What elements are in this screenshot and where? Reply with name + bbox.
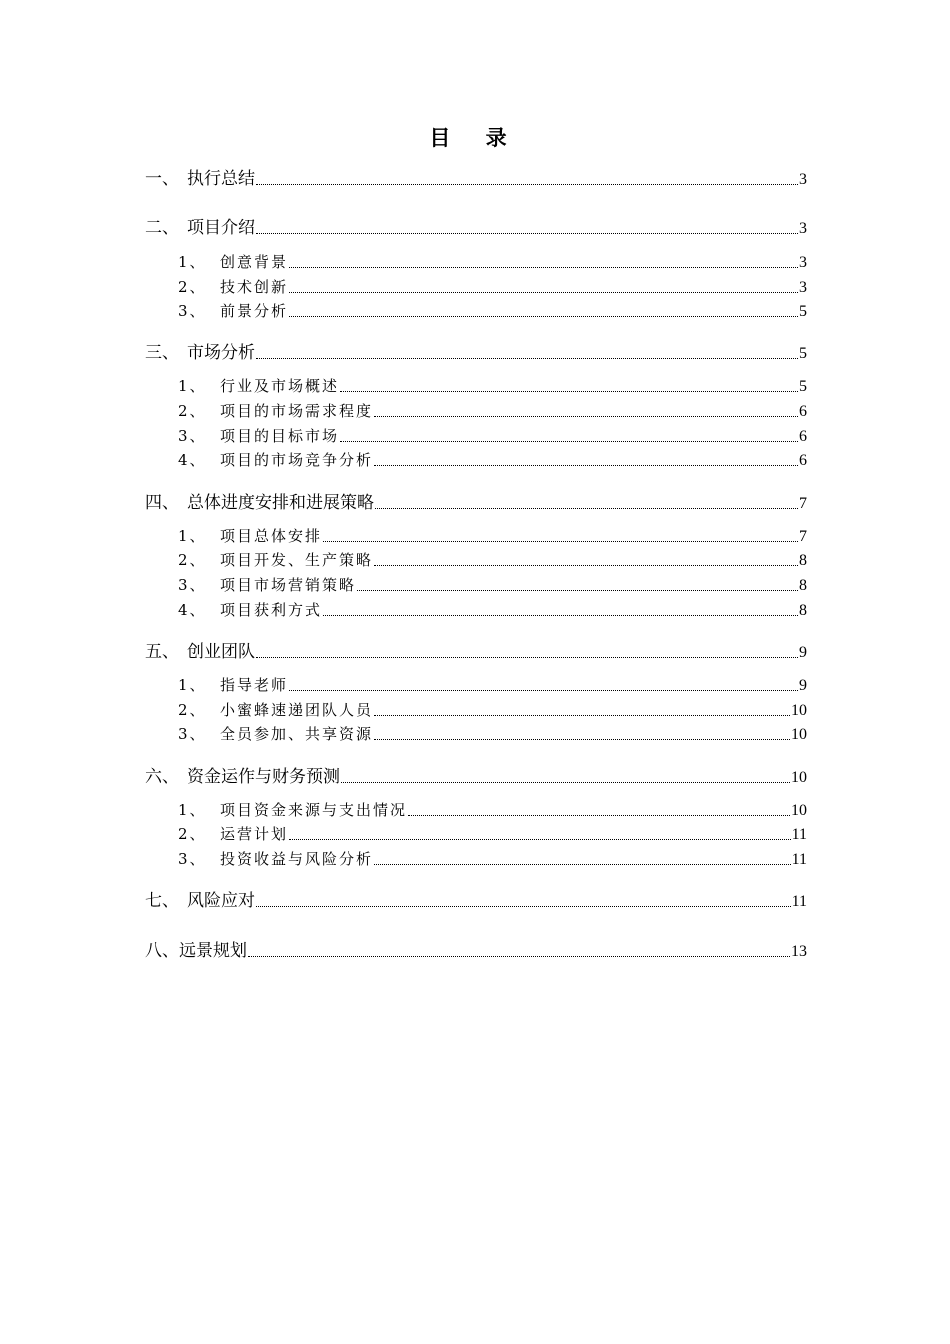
- toc-entry-page: 10: [791, 726, 807, 743]
- toc-entry[interactable]: [178, 425, 807, 446]
- toc-entry[interactable]: [178, 400, 807, 421]
- toc-entry[interactable]: [178, 251, 807, 272]
- toc-entry-page: 9: [799, 677, 807, 694]
- toc-entry-page: 10: [791, 802, 807, 819]
- toc-entry-label: 项目的目标市场: [220, 427, 340, 445]
- toc-entry-label: 投资收益与风险分析: [220, 850, 374, 868]
- toc-entry-number: 4、: [178, 601, 207, 619]
- dot-leader: [374, 738, 790, 740]
- dot-leader: [340, 390, 798, 392]
- toc-entry-number: 八、: [145, 941, 179, 961]
- toc-entry-number: 1、: [178, 801, 207, 819]
- toc-entry-number: 3、: [178, 850, 207, 868]
- toc-entry-page: 7: [799, 528, 807, 545]
- toc-entry-label: 行业及市场概述: [220, 377, 340, 395]
- toc-entry-label: 技术创新: [220, 278, 289, 296]
- toc-title: 目 录: [429, 126, 521, 150]
- toc-entry-label: 全员参加、共享资源: [220, 725, 374, 743]
- toc-entry-page: 10: [791, 702, 807, 719]
- toc-entry-label: 项目资金来源与支出情况: [220, 801, 408, 819]
- toc-entry-label: 执行总结: [187, 169, 255, 189]
- dot-leader: [289, 838, 791, 840]
- toc-entry-page: 8: [799, 602, 807, 619]
- dot-leader: [357, 589, 798, 591]
- toc-entry-number: 二、: [145, 218, 179, 238]
- toc-entry[interactable]: [145, 164, 807, 189]
- toc-entry-page: 11: [791, 851, 807, 868]
- toc-entry-page: 3: [799, 254, 807, 271]
- toc-entry-page: 6: [799, 428, 807, 445]
- toc-entry-number: 2、: [178, 701, 207, 719]
- toc-entry[interactable]: [178, 799, 807, 820]
- dot-leader: [408, 814, 790, 816]
- toc-entry-number: 1、: [178, 377, 207, 395]
- toc-entry-number: 一、: [145, 169, 179, 189]
- dot-leader: [289, 291, 798, 293]
- toc-entry-page: 6: [799, 403, 807, 420]
- toc-entry-number: 3、: [178, 576, 207, 594]
- toc-entry-number: 2、: [178, 278, 207, 296]
- toc-entry-number: 3、: [178, 427, 207, 445]
- toc-entry-page: 11: [791, 893, 807, 910]
- toc-entry-number: 五、: [145, 642, 179, 662]
- toc-entry-label: 项目开发、生产策略: [220, 551, 374, 569]
- dot-leader: [256, 905, 791, 907]
- toc-entry[interactable]: [145, 338, 807, 363]
- toc-entry-label: 市场分析: [187, 343, 255, 363]
- toc-entry-label: 项目总体安排: [220, 527, 323, 545]
- toc-entry[interactable]: [178, 574, 807, 595]
- toc-entry-label: 项目的市场需求程度: [220, 402, 374, 420]
- toc-entry-number: 1、: [178, 527, 207, 545]
- toc-entry[interactable]: [178, 674, 807, 695]
- dot-leader: [374, 415, 798, 417]
- dot-leader: [289, 315, 798, 317]
- toc-entry-page: 3: [799, 220, 807, 237]
- toc-entry-page: 5: [799, 378, 807, 395]
- dot-leader: [341, 781, 790, 783]
- toc-entry-number: 七、: [145, 891, 179, 911]
- toc-entry-page: 3: [799, 171, 807, 188]
- toc-entry[interactable]: [178, 525, 807, 546]
- dot-leader: [289, 266, 798, 268]
- toc-entry[interactable]: [178, 276, 807, 297]
- toc-entry-number: 2、: [178, 551, 207, 569]
- toc-entry-label: 创意背景: [220, 253, 289, 271]
- toc-entry[interactable]: [145, 213, 807, 238]
- toc-entry-page: 13: [791, 943, 807, 960]
- toc-entry[interactable]: [145, 637, 807, 662]
- dot-leader: [374, 863, 791, 865]
- toc-entry-page: 10: [791, 769, 807, 786]
- toc-entry-number: 4、: [178, 451, 207, 469]
- dot-leader: [375, 507, 798, 509]
- toc-entry[interactable]: [178, 699, 807, 720]
- toc-entry[interactable]: [178, 449, 807, 470]
- toc-entry-number: 3、: [178, 302, 207, 320]
- toc-entry-page: 7: [799, 495, 807, 512]
- toc-entry[interactable]: [178, 300, 807, 321]
- toc-entry-number: 六、: [145, 767, 179, 787]
- toc-entry[interactable]: [145, 936, 807, 961]
- toc-entry[interactable]: [178, 823, 807, 844]
- dot-leader: [323, 540, 798, 542]
- toc-entry-page: 3: [799, 279, 807, 296]
- toc-entry[interactable]: [178, 723, 807, 744]
- dot-leader: [289, 689, 798, 691]
- dot-leader: [374, 464, 798, 466]
- toc-entry[interactable]: [178, 599, 807, 620]
- toc-entry-number: 四、: [145, 493, 179, 513]
- toc-entry-number: 2、: [178, 402, 207, 420]
- toc-entry-label: 运营计划: [220, 825, 289, 843]
- toc-entry-page: 8: [799, 577, 807, 594]
- dot-leader: [256, 357, 798, 359]
- toc-entry-number: 1、: [178, 676, 207, 694]
- toc-entry-label: 创业团队: [187, 642, 255, 662]
- toc-entry-label: 风险应对: [187, 891, 255, 911]
- toc-entry-label: 小蜜蜂速递团队人员: [220, 701, 374, 719]
- toc-entry-page: 5: [799, 303, 807, 320]
- toc-entry-label: 指导老师: [220, 676, 289, 694]
- dot-leader: [256, 656, 798, 658]
- toc-entry-number: 3、: [178, 725, 207, 743]
- dot-leader: [323, 614, 798, 616]
- toc-entry-label: 总体进度安排和进展策略: [187, 493, 374, 513]
- toc-entry-page: 8: [799, 552, 807, 569]
- toc-entry-label: 项目获利方式: [220, 601, 323, 619]
- toc-entry-page: 9: [799, 644, 807, 661]
- dot-leader: [256, 183, 798, 185]
- toc-entry-number: 2、: [178, 825, 207, 843]
- toc-entry-label: 前景分析: [220, 302, 289, 320]
- toc-entry[interactable]: [178, 549, 807, 570]
- toc-entry[interactable]: [145, 488, 807, 513]
- toc-entry[interactable]: [145, 886, 807, 911]
- toc-entry[interactable]: [178, 375, 807, 396]
- dot-leader: [340, 440, 798, 442]
- dot-leader: [374, 564, 798, 566]
- toc-entry-label: 项目市场营销策略: [220, 576, 357, 594]
- toc-entry[interactable]: [145, 762, 807, 787]
- toc-entry-label: 项目介绍: [187, 218, 255, 238]
- toc-entry-label: 项目的市场竞争分析: [220, 451, 374, 469]
- toc-entry-label: 远景规划: [179, 941, 247, 961]
- toc-entry-page: 5: [799, 345, 807, 362]
- toc-entry-page: 6: [799, 452, 807, 469]
- dot-leader: [248, 955, 790, 957]
- dot-leader: [374, 714, 790, 716]
- toc-entry-page: 11: [791, 826, 807, 843]
- toc-entry[interactable]: [178, 848, 807, 869]
- dot-leader: [256, 232, 798, 234]
- toc-entry-number: 1、: [178, 253, 207, 271]
- toc-entry-number: 三、: [145, 343, 179, 363]
- toc-entry-label: 资金运作与财务预测: [187, 767, 340, 787]
